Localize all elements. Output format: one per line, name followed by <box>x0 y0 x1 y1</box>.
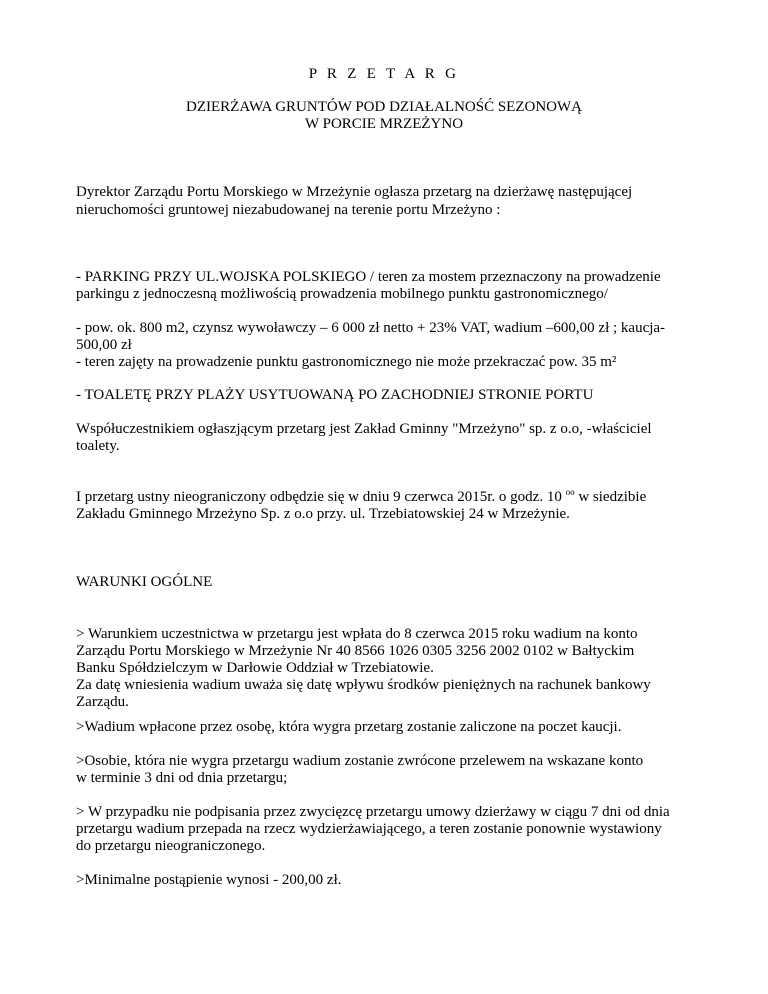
tender-info-line <box>76 489 646 506</box>
condition-line: Za datę wniesienia wadium uważa się datę wpływu środków pieniężnych na rachunek bankowy <box>76 677 651 693</box>
condition-line: przetargu wadium przepada na rzecz wydzierżawiającego, a teren zostanie ponownie wystawiony <box>76 821 662 837</box>
condition-line: Zarządu Portu Morskiego w Mrzeżynie Nr 40 8566 1026 0305 3256 2002 0102 w Bałtyckim <box>76 643 635 659</box>
item-toilet: - TOALETĘ PRZY PLAŻY USYTUOWANĄ PO ZACHODNIEJ STRONIE PORTU <box>76 387 594 403</box>
coorganizer-line: Współuczestnikiem ogłaszjącym przetarg jest Zakład Gminny "Mrzeżyno" sp. z o.o, -właściciel <box>76 421 652 437</box>
condition-line: do przetargu nieograniczonego. <box>76 838 266 854</box>
condition-line: Banku Spółdzielczym w Darłowie Oddział w Trzebiatowie. <box>76 660 434 676</box>
condition-min-increment: >Minimalne postąpienie wynosi - 200,00 zł. <box>76 872 342 888</box>
condition-line: >Osobie, która nie wygra przetargu wadium zostanie zwrócone przelewem na wskazane konto <box>76 753 644 769</box>
details-line: - pow. ok. 800 m2, czynsz wywoławczy – 6 000 zł netto + 23% VAT, wadium –600,00 zł ; kaucja- <box>76 320 666 336</box>
document-subtitle-line2: W PORCIE MRZEŻYNO <box>304 116 464 132</box>
conditions-heading: WARUNKI OGÓLNE <box>76 574 213 590</box>
tender-date-text: I przetarg ustny nieograniczony odbędzie się w dniu 9 czerwca 2015r. o godz. 10 <box>76 489 566 505</box>
tender-hour-superscript: oo <box>565 487 575 497</box>
condition-line: > W przypadku nie podpisania przez zwycięzcę przetargu umowy dzierżawy w ciągu 7 dni od dnia <box>76 804 670 820</box>
condition-line: Zarządu. <box>76 694 129 710</box>
document-subtitle-line1: DZIERŻAWA GRUNTÓW POD DZIAŁALNOŚĆ SEZONOWĄ <box>186 99 582 115</box>
condition-line: > Warunkiem uczestnictwa w przetargu jest wpłata do 8 czerwca 2015 roku wadium na konto <box>76 626 638 642</box>
intro-line: nieruchomości gruntowej niezabudowanej na terenie portu Mrzeżyno : <box>76 202 501 218</box>
details-line: 500,00 zł <box>76 337 132 353</box>
intro-line: Dyrektor Zarządu Portu Morskiego w Mrzeżynie ogłasza przetarg na dzierżawę następującej <box>76 184 633 200</box>
condition-line: w terminie 3 dni od dnia przetargu; <box>76 770 288 786</box>
details-line: - teren zajęty na prowadzenie punktu gastronomicznego nie może przekraczać pow. 35 m² <box>76 354 617 370</box>
item-parking-line: - PARKING PRZY UL.WOJSKA POLSKIEGO / teren za mostem przeznaczony na prowadzenie <box>76 269 661 285</box>
coorganizer-line: toalety. <box>76 438 120 454</box>
item-parking-line: parkingu z jednoczesną możliwością prowadzenia mobilnego punktu gastronomicznego/ <box>76 286 608 302</box>
tender-location-text: w siedzibie <box>574 489 647 505</box>
condition-deposit-credit: >Wadium wpłacone przez osobę, która wygra przetarg zostanie zaliczone na poczet kaucji. <box>76 719 622 735</box>
document-title: P R Z E T A R G <box>308 66 460 82</box>
tender-info-line: Zakładu Gminnego Mrzeżyno Sp. z o.o przy. ul. Trzebiatowskiej 24 w Mrzeżynie. <box>76 506 570 522</box>
